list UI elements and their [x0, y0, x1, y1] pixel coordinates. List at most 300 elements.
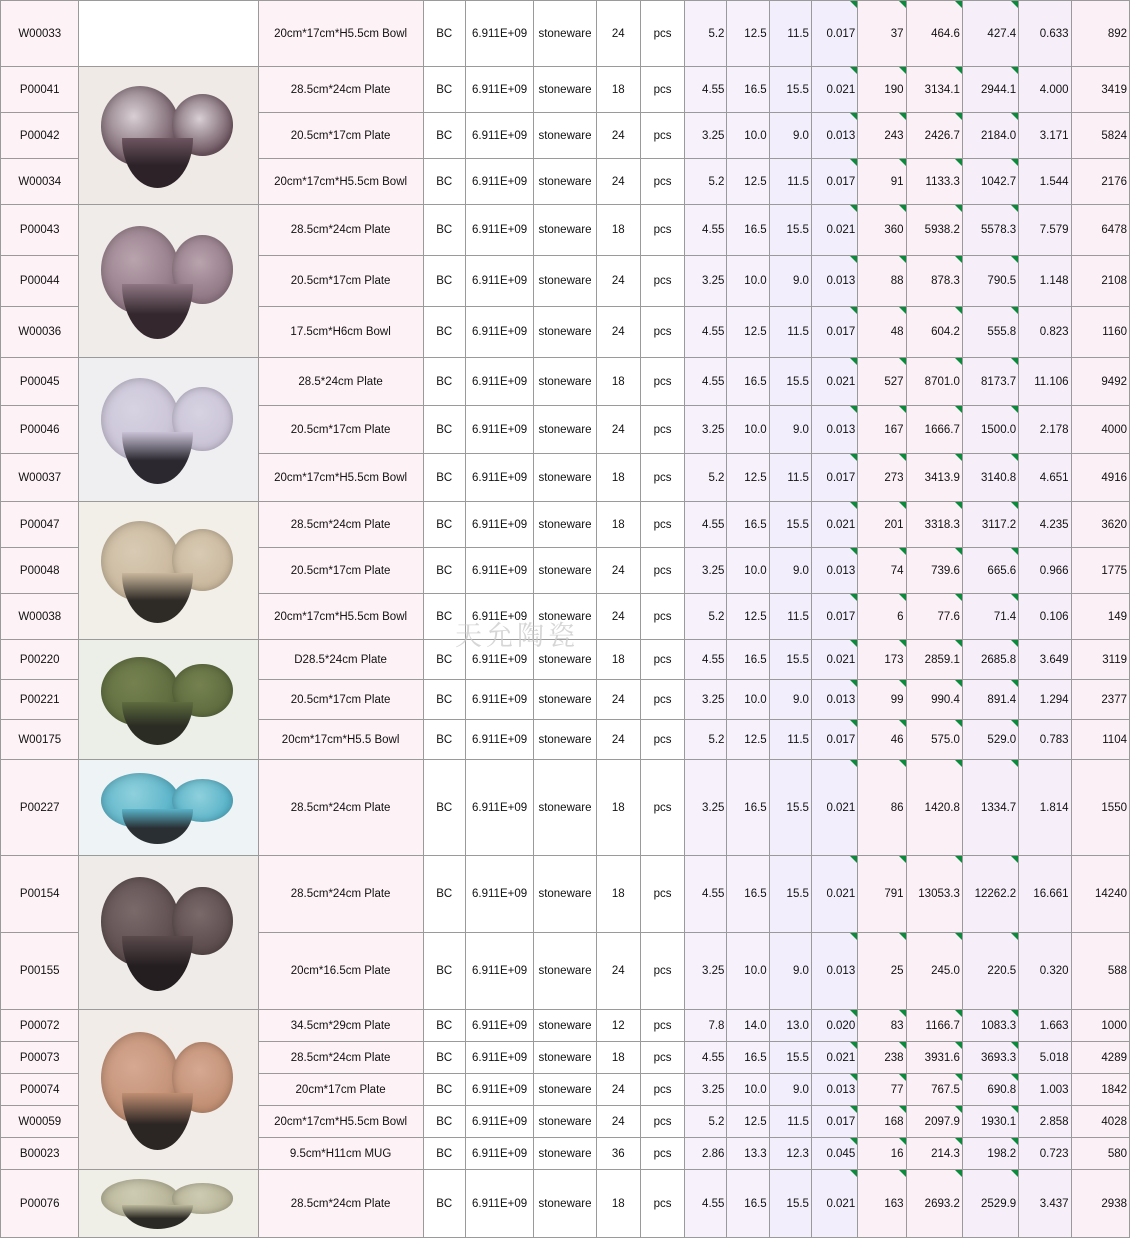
cell-qty[interactable]: 24 — [596, 256, 640, 307]
table-row[interactable] — [1, 502, 1130, 548]
cell-ean[interactable]: 6.911E+09 — [465, 1138, 533, 1170]
cell-material[interactable]: stoneware — [534, 159, 596, 205]
cell-description[interactable]: 20cm*17cm Plate — [258, 1074, 423, 1106]
cell-n2[interactable] — [906, 358, 962, 406]
cell-description[interactable]: 20cm*17cm*H5.5cm Bowl — [258, 454, 423, 502]
cell-v2[interactable]: 12.5 — [727, 1106, 769, 1138]
cell-unit[interactable]: pcs — [640, 1010, 684, 1042]
cell-n4[interactable]: 0.723 — [1019, 1138, 1071, 1170]
cell-n5[interactable]: 580 — [1071, 1138, 1129, 1170]
cell-description[interactable]: 28.5cm*24cm Plate — [258, 205, 423, 256]
cell-code[interactable]: P00074 — [1, 1074, 79, 1106]
cell-n5[interactable]: 4289 — [1071, 1042, 1129, 1074]
cell-ean[interactable]: 6.911E+09 — [465, 1010, 533, 1042]
cell-v3[interactable]: 11.5 — [769, 1106, 811, 1138]
cell-n4[interactable]: 0.783 — [1019, 720, 1071, 760]
cell-bc[interactable]: BC — [423, 680, 465, 720]
cell-n5[interactable]: 4916 — [1071, 454, 1129, 502]
cell-n3[interactable] — [962, 256, 1018, 307]
cell-n2[interactable] — [906, 205, 962, 256]
cell-v2[interactable]: 10.0 — [727, 933, 769, 1010]
cell-n2[interactable] — [906, 256, 962, 307]
cell-v3[interactable]: 9.0 — [769, 406, 811, 454]
cell-description[interactable]: 28.5cm*24cm Plate — [258, 856, 423, 933]
cell-code[interactable]: P00043 — [1, 205, 79, 256]
cell-unit[interactable]: pcs — [640, 1042, 684, 1074]
cell-unit[interactable]: pcs — [640, 933, 684, 1010]
cell-description[interactable]: 20cm*17cm*H5.5 Bowl — [258, 720, 423, 760]
cell-v1[interactable]: 3.25 — [685, 548, 727, 594]
cell-v1[interactable]: 7.8 — [685, 1010, 727, 1042]
cell-n1[interactable] — [858, 640, 906, 680]
cell-unit[interactable]: pcs — [640, 856, 684, 933]
cell-n4[interactable]: 11.106 — [1019, 358, 1071, 406]
cell-n1[interactable] — [858, 159, 906, 205]
cell-v2[interactable]: 14.0 — [727, 1010, 769, 1042]
cell-n4[interactable]: 2.858 — [1019, 1106, 1071, 1138]
cell-n3[interactable] — [962, 205, 1018, 256]
cell-v4[interactable] — [811, 1042, 857, 1074]
cell-description[interactable]: 20.5cm*17cm Plate — [258, 256, 423, 307]
cell-n2[interactable] — [906, 1138, 962, 1170]
cell-n4[interactable]: 5.018 — [1019, 1042, 1071, 1074]
cell-ean[interactable]: 6.911E+09 — [465, 406, 533, 454]
cell-v4[interactable] — [811, 307, 857, 358]
cell-n5[interactable]: 1160 — [1071, 307, 1129, 358]
cell-v4[interactable] — [811, 358, 857, 406]
cell-v1[interactable]: 3.25 — [685, 406, 727, 454]
cell-n1[interactable] — [858, 933, 906, 1010]
cell-description[interactable]: 17.5cm*H6cm Bowl — [258, 307, 423, 358]
cell-n3[interactable] — [962, 594, 1018, 640]
cell-n5[interactable]: 1104 — [1071, 720, 1129, 760]
cell-material[interactable]: stoneware — [534, 358, 596, 406]
cell-n3[interactable] — [962, 760, 1018, 856]
cell-n5[interactable]: 1550 — [1071, 760, 1129, 856]
cell-material[interactable]: stoneware — [534, 67, 596, 113]
cell-v1[interactable]: 5.2 — [685, 1106, 727, 1138]
cell-v4[interactable] — [811, 594, 857, 640]
cell-v2[interactable]: 12.5 — [727, 720, 769, 760]
cell-n1[interactable] — [858, 502, 906, 548]
cell-n5[interactable]: 5824 — [1071, 113, 1129, 159]
cell-v2[interactable]: 16.5 — [727, 67, 769, 113]
cell-n3[interactable] — [962, 406, 1018, 454]
cell-n3[interactable] — [962, 454, 1018, 502]
cell-n1[interactable] — [858, 406, 906, 454]
cell-material[interactable]: stoneware — [534, 307, 596, 358]
cell-v1[interactable]: 3.25 — [685, 760, 727, 856]
cell-unit[interactable]: pcs — [640, 406, 684, 454]
cell-n1[interactable] — [858, 720, 906, 760]
cell-material[interactable]: stoneware — [534, 454, 596, 502]
cell-v1[interactable]: 4.55 — [685, 205, 727, 256]
cell-v3[interactable]: 12.3 — [769, 1138, 811, 1170]
cell-description[interactable]: 20cm*17cm*H5.5cm Bowl — [258, 1, 423, 67]
cell-material[interactable]: stoneware — [534, 406, 596, 454]
cell-n5[interactable]: 2108 — [1071, 256, 1129, 307]
cell-n4[interactable]: 0.320 — [1019, 933, 1071, 1010]
cell-n2[interactable] — [906, 760, 962, 856]
cell-description[interactable]: 20cm*16.5cm Plate — [258, 933, 423, 1010]
cell-description[interactable]: 28.5cm*24cm Plate — [258, 1042, 423, 1074]
cell-qty[interactable]: 24 — [596, 680, 640, 720]
cell-qty[interactable]: 18 — [596, 502, 640, 548]
cell-code[interactable]: P00073 — [1, 1042, 79, 1074]
cell-unit[interactable]: pcs — [640, 358, 684, 406]
cell-bc[interactable]: BC — [423, 159, 465, 205]
cell-code[interactable]: P00072 — [1, 1010, 79, 1042]
cell-n4[interactable]: 1.003 — [1019, 1074, 1071, 1106]
cell-v1[interactable]: 2.86 — [685, 1138, 727, 1170]
cell-code[interactable]: P00155 — [1, 933, 79, 1010]
cell-unit[interactable]: pcs — [640, 205, 684, 256]
cell-material[interactable]: stoneware — [534, 205, 596, 256]
cell-v2[interactable]: 12.5 — [727, 454, 769, 502]
cell-code[interactable]: W00034 — [1, 159, 79, 205]
cell-v4[interactable] — [811, 548, 857, 594]
cell-v3[interactable]: 11.5 — [769, 1, 811, 67]
cell-bc[interactable]: BC — [423, 1042, 465, 1074]
cell-bc[interactable]: BC — [423, 358, 465, 406]
cell-code[interactable]: W00037 — [1, 454, 79, 502]
cell-ean[interactable]: 6.911E+09 — [465, 159, 533, 205]
cell-n1[interactable] — [858, 1106, 906, 1138]
cell-v2[interactable]: 16.5 — [727, 1042, 769, 1074]
cell-v1[interactable]: 3.25 — [685, 1074, 727, 1106]
cell-v4[interactable] — [811, 933, 857, 1010]
cell-v2[interactable]: 10.0 — [727, 406, 769, 454]
cell-n5[interactable]: 6478 — [1071, 205, 1129, 256]
cell-v4[interactable] — [811, 1138, 857, 1170]
cell-material[interactable]: stoneware — [534, 548, 596, 594]
cell-v4[interactable] — [811, 205, 857, 256]
cell-material[interactable]: stoneware — [534, 640, 596, 680]
cell-n4[interactable]: 4.000 — [1019, 67, 1071, 113]
cell-v4[interactable] — [811, 1010, 857, 1042]
cell-unit[interactable]: pcs — [640, 307, 684, 358]
table-row[interactable] — [1, 1, 1130, 67]
cell-v2[interactable]: 10.0 — [727, 1074, 769, 1106]
cell-code[interactable]: W00038 — [1, 594, 79, 640]
cell-n3[interactable] — [962, 307, 1018, 358]
table-row[interactable] — [1, 1170, 1130, 1238]
cell-n4[interactable]: 16.661 — [1019, 856, 1071, 933]
cell-n1[interactable] — [858, 594, 906, 640]
cell-bc[interactable]: BC — [423, 406, 465, 454]
cell-n5[interactable]: 9492 — [1071, 358, 1129, 406]
cell-code[interactable]: P00076 — [1, 1170, 79, 1238]
cell-v3[interactable]: 9.0 — [769, 1074, 811, 1106]
cell-code[interactable]: P00045 — [1, 358, 79, 406]
cell-material[interactable]: stoneware — [534, 1170, 596, 1238]
cell-description[interactable]: 20.5cm*17cm Plate — [258, 680, 423, 720]
cell-code[interactable]: W00059 — [1, 1106, 79, 1138]
cell-n2[interactable] — [906, 720, 962, 760]
cell-n5[interactable]: 3419 — [1071, 67, 1129, 113]
cell-v3[interactable]: 15.5 — [769, 67, 811, 113]
cell-ean[interactable]: 6.911E+09 — [465, 113, 533, 159]
cell-n2[interactable] — [906, 933, 962, 1010]
cell-qty[interactable]: 18 — [596, 454, 640, 502]
cell-n3[interactable] — [962, 1, 1018, 67]
cell-bc[interactable]: BC — [423, 113, 465, 159]
cell-bc[interactable]: BC — [423, 454, 465, 502]
cell-n1[interactable] — [858, 67, 906, 113]
cell-code[interactable]: W00036 — [1, 307, 79, 358]
cell-code[interactable]: P00048 — [1, 548, 79, 594]
cell-n3[interactable] — [962, 113, 1018, 159]
cell-n5[interactable]: 1000 — [1071, 1010, 1129, 1042]
cell-n5[interactable]: 2176 — [1071, 159, 1129, 205]
cell-bc[interactable]: BC — [423, 1106, 465, 1138]
cell-n4[interactable]: 2.178 — [1019, 406, 1071, 454]
cell-n3[interactable] — [962, 680, 1018, 720]
cell-code[interactable]: P00042 — [1, 113, 79, 159]
cell-n5[interactable]: 14240 — [1071, 856, 1129, 933]
cell-material[interactable]: stoneware — [534, 1010, 596, 1042]
cell-v3[interactable]: 9.0 — [769, 548, 811, 594]
cell-n2[interactable] — [906, 406, 962, 454]
cell-unit[interactable]: pcs — [640, 1138, 684, 1170]
cell-n3[interactable] — [962, 1010, 1018, 1042]
cell-n2[interactable] — [906, 548, 962, 594]
cell-description[interactable]: 20.5cm*17cm Plate — [258, 113, 423, 159]
cell-ean[interactable]: 6.911E+09 — [465, 1170, 533, 1238]
cell-v1[interactable]: 5.2 — [685, 594, 727, 640]
cell-n2[interactable] — [906, 1010, 962, 1042]
cell-n5[interactable]: 4028 — [1071, 1106, 1129, 1138]
cell-v3[interactable]: 9.0 — [769, 256, 811, 307]
cell-v1[interactable]: 3.25 — [685, 680, 727, 720]
cell-v4[interactable] — [811, 760, 857, 856]
cell-v2[interactable]: 16.5 — [727, 1170, 769, 1238]
cell-n4[interactable]: 1.814 — [1019, 760, 1071, 856]
cell-v1[interactable]: 4.55 — [685, 640, 727, 680]
cell-bc[interactable]: BC — [423, 760, 465, 856]
cell-v3[interactable]: 15.5 — [769, 502, 811, 548]
cell-v3[interactable]: 15.5 — [769, 1042, 811, 1074]
cell-bc[interactable]: BC — [423, 67, 465, 113]
cell-n2[interactable] — [906, 502, 962, 548]
cell-unit[interactable]: pcs — [640, 67, 684, 113]
cell-v3[interactable]: 9.0 — [769, 933, 811, 1010]
cell-n5[interactable]: 1842 — [1071, 1074, 1129, 1106]
cell-n5[interactable]: 588 — [1071, 933, 1129, 1010]
cell-material[interactable]: stoneware — [534, 1138, 596, 1170]
cell-v4[interactable] — [811, 680, 857, 720]
cell-qty[interactable]: 18 — [596, 67, 640, 113]
cell-qty[interactable]: 24 — [596, 307, 640, 358]
cell-v3[interactable]: 9.0 — [769, 680, 811, 720]
cell-ean[interactable]: 6.911E+09 — [465, 502, 533, 548]
cell-bc[interactable]: BC — [423, 933, 465, 1010]
cell-qty[interactable]: 18 — [596, 205, 640, 256]
cell-n4[interactable]: 3.437 — [1019, 1170, 1071, 1238]
cell-n1[interactable] — [858, 1, 906, 67]
cell-code[interactable]: P00220 — [1, 640, 79, 680]
cell-v1[interactable]: 3.25 — [685, 113, 727, 159]
cell-n4[interactable]: 1.544 — [1019, 159, 1071, 205]
cell-material[interactable]: stoneware — [534, 856, 596, 933]
cell-v3[interactable]: 11.5 — [769, 159, 811, 205]
cell-v4[interactable] — [811, 406, 857, 454]
cell-n2[interactable] — [906, 1, 962, 67]
table-row[interactable] — [1, 358, 1130, 406]
cell-description[interactable]: 28.5cm*24cm Plate — [258, 1170, 423, 1238]
cell-v2[interactable]: 16.5 — [727, 358, 769, 406]
cell-n4[interactable]: 1.663 — [1019, 1010, 1071, 1042]
cell-n2[interactable] — [906, 1170, 962, 1238]
cell-n4[interactable]: 4.235 — [1019, 502, 1071, 548]
cell-code[interactable]: P00227 — [1, 760, 79, 856]
cell-n4[interactable]: 0.966 — [1019, 548, 1071, 594]
cell-description[interactable]: 28.5cm*24cm Plate — [258, 67, 423, 113]
cell-unit[interactable]: pcs — [640, 640, 684, 680]
cell-n2[interactable] — [906, 856, 962, 933]
cell-v4[interactable] — [811, 502, 857, 548]
cell-ean[interactable]: 6.911E+09 — [465, 67, 533, 113]
cell-qty[interactable]: 24 — [596, 933, 640, 1010]
cell-ean[interactable]: 6.911E+09 — [465, 205, 533, 256]
cell-v3[interactable]: 15.5 — [769, 856, 811, 933]
cell-n3[interactable] — [962, 933, 1018, 1010]
cell-v2[interactable]: 12.5 — [727, 307, 769, 358]
cell-v4[interactable] — [811, 1, 857, 67]
cell-v2[interactable]: 13.3 — [727, 1138, 769, 1170]
cell-n3[interactable] — [962, 856, 1018, 933]
cell-material[interactable]: stoneware — [534, 113, 596, 159]
cell-qty[interactable]: 24 — [596, 1106, 640, 1138]
cell-n4[interactable]: 1.294 — [1019, 680, 1071, 720]
cell-ean[interactable]: 6.911E+09 — [465, 548, 533, 594]
cell-unit[interactable]: pcs — [640, 1, 684, 67]
cell-code[interactable]: B00023 — [1, 1138, 79, 1170]
cell-v2[interactable]: 12.5 — [727, 159, 769, 205]
cell-material[interactable]: stoneware — [534, 1074, 596, 1106]
cell-code[interactable]: W00033 — [1, 1, 79, 67]
cell-n5[interactable]: 3119 — [1071, 640, 1129, 680]
cell-bc[interactable]: BC — [423, 1010, 465, 1042]
cell-code[interactable]: P00041 — [1, 67, 79, 113]
cell-n1[interactable] — [858, 856, 906, 933]
cell-v2[interactable]: 12.5 — [727, 1, 769, 67]
cell-code[interactable]: P00044 — [1, 256, 79, 307]
cell-description[interactable]: 28.5cm*24cm Plate — [258, 760, 423, 856]
cell-qty[interactable]: 24 — [596, 1074, 640, 1106]
cell-v3[interactable]: 15.5 — [769, 640, 811, 680]
cell-material[interactable]: stoneware — [534, 1106, 596, 1138]
cell-qty[interactable]: 24 — [596, 720, 640, 760]
cell-v4[interactable] — [811, 113, 857, 159]
cell-bc[interactable]: BC — [423, 640, 465, 680]
cell-v3[interactable]: 13.0 — [769, 1010, 811, 1042]
cell-n4[interactable]: 3.649 — [1019, 640, 1071, 680]
cell-v4[interactable] — [811, 1074, 857, 1106]
cell-n1[interactable] — [858, 307, 906, 358]
cell-n4[interactable]: 4.651 — [1019, 454, 1071, 502]
cell-material[interactable]: stoneware — [534, 720, 596, 760]
cell-n2[interactable] — [906, 680, 962, 720]
cell-code[interactable]: P00154 — [1, 856, 79, 933]
cell-qty[interactable]: 18 — [596, 760, 640, 856]
cell-v3[interactable]: 15.5 — [769, 358, 811, 406]
cell-code[interactable]: P00047 — [1, 502, 79, 548]
cell-description[interactable]: 20cm*17cm*H5.5cm Bowl — [258, 1106, 423, 1138]
cell-code[interactable]: P00046 — [1, 406, 79, 454]
cell-v1[interactable]: 3.25 — [685, 933, 727, 1010]
cell-code[interactable]: W00175 — [1, 720, 79, 760]
cell-v1[interactable]: 4.55 — [685, 307, 727, 358]
cell-v4[interactable] — [811, 67, 857, 113]
cell-n2[interactable] — [906, 454, 962, 502]
cell-bc[interactable]: BC — [423, 1, 465, 67]
cell-description[interactable]: 20cm*17cm*H5.5cm Bowl — [258, 159, 423, 205]
cell-n1[interactable] — [858, 1170, 906, 1238]
cell-ean[interactable]: 6.911E+09 — [465, 856, 533, 933]
cell-bc[interactable]: BC — [423, 720, 465, 760]
cell-qty[interactable]: 18 — [596, 1170, 640, 1238]
cell-material[interactable]: stoneware — [534, 256, 596, 307]
cell-n5[interactable]: 1775 — [1071, 548, 1129, 594]
cell-qty[interactable]: 24 — [596, 406, 640, 454]
cell-ean[interactable]: 6.911E+09 — [465, 760, 533, 856]
cell-ean[interactable]: 6.911E+09 — [465, 307, 533, 358]
cell-material[interactable]: stoneware — [534, 680, 596, 720]
table-row[interactable] — [1, 856, 1130, 933]
cell-v1[interactable]: 4.55 — [685, 1170, 727, 1238]
cell-ean[interactable]: 6.911E+09 — [465, 720, 533, 760]
cell-v4[interactable] — [811, 454, 857, 502]
cell-v1[interactable]: 4.55 — [685, 1042, 727, 1074]
cell-bc[interactable]: BC — [423, 1138, 465, 1170]
cell-n5[interactable]: 2938 — [1071, 1170, 1129, 1238]
cell-bc[interactable]: BC — [423, 594, 465, 640]
cell-v1[interactable]: 5.2 — [685, 1, 727, 67]
cell-v2[interactable]: 16.5 — [727, 760, 769, 856]
cell-qty[interactable]: 18 — [596, 1042, 640, 1074]
cell-v2[interactable]: 10.0 — [727, 548, 769, 594]
cell-v1[interactable]: 5.2 — [685, 720, 727, 760]
cell-n3[interactable] — [962, 358, 1018, 406]
cell-n3[interactable] — [962, 1042, 1018, 1074]
cell-v3[interactable]: 15.5 — [769, 205, 811, 256]
cell-n2[interactable] — [906, 1106, 962, 1138]
cell-n4[interactable]: 0.106 — [1019, 594, 1071, 640]
cell-bc[interactable]: BC — [423, 256, 465, 307]
cell-n2[interactable] — [906, 67, 962, 113]
cell-ean[interactable]: 6.911E+09 — [465, 680, 533, 720]
cell-v3[interactable]: 11.5 — [769, 720, 811, 760]
cell-n4[interactable]: 0.823 — [1019, 307, 1071, 358]
cell-bc[interactable]: BC — [423, 205, 465, 256]
cell-v2[interactable]: 10.0 — [727, 256, 769, 307]
cell-description[interactable]: 20.5cm*17cm Plate — [258, 548, 423, 594]
cell-n2[interactable] — [906, 594, 962, 640]
table-row[interactable] — [1, 640, 1130, 680]
cell-v4[interactable] — [811, 159, 857, 205]
cell-unit[interactable]: pcs — [640, 594, 684, 640]
cell-n5[interactable]: 4000 — [1071, 406, 1129, 454]
cell-v3[interactable]: 11.5 — [769, 454, 811, 502]
cell-n3[interactable] — [962, 640, 1018, 680]
cell-v2[interactable]: 16.5 — [727, 205, 769, 256]
cell-n3[interactable] — [962, 548, 1018, 594]
cell-v2[interactable]: 16.5 — [727, 856, 769, 933]
cell-v1[interactable]: 4.55 — [685, 856, 727, 933]
cell-qty[interactable]: 24 — [596, 1, 640, 67]
cell-v4[interactable] — [811, 640, 857, 680]
